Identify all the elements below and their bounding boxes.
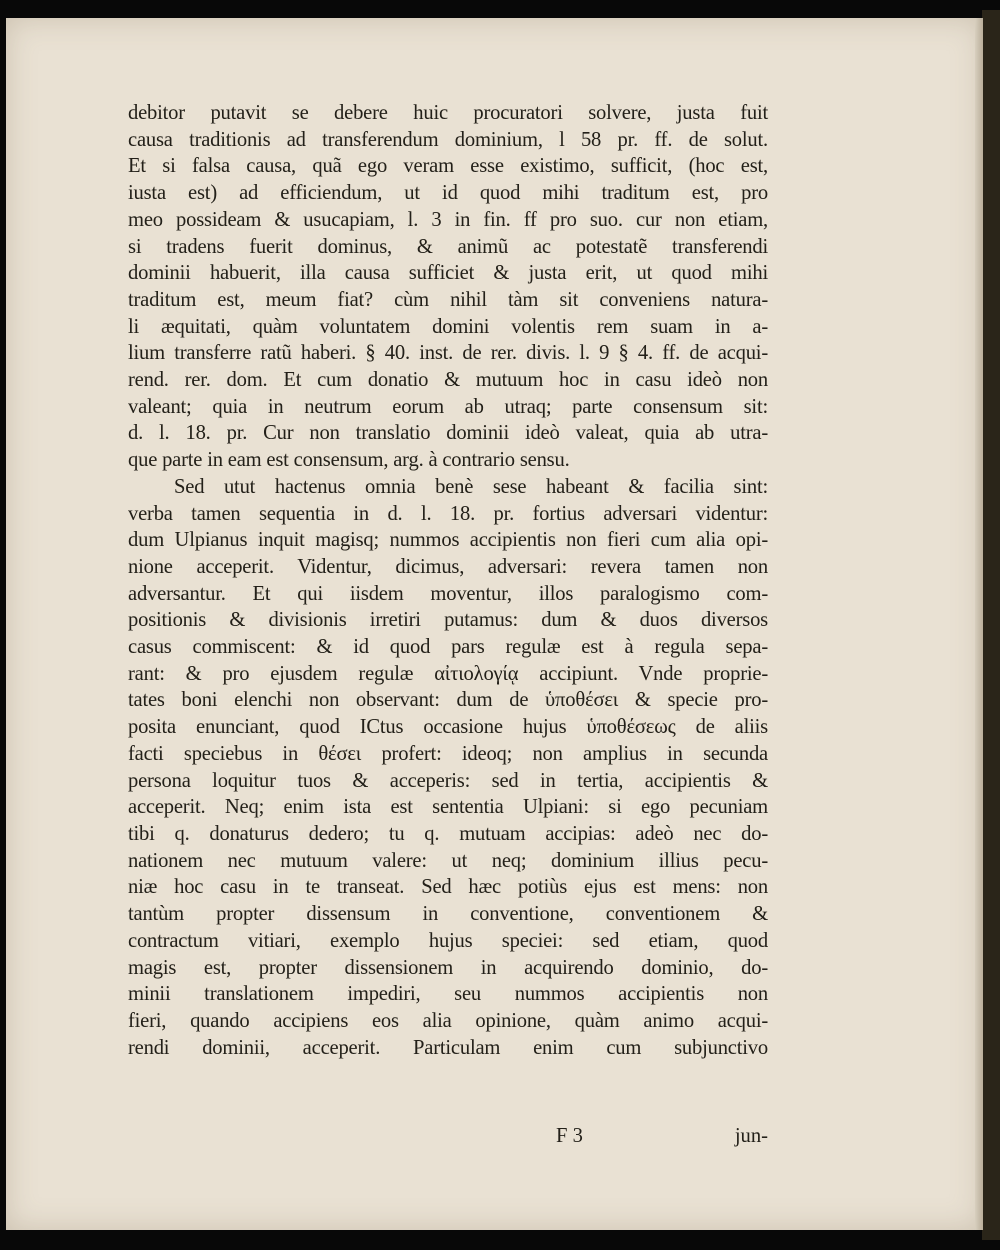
text-line: facti speciebus in θέσει profert: ideoq; non amplius in secunda [128,742,768,765]
text-line: rend. rer. dom. Et cum donatio & mutuum hoc in casu ideò non [128,369,768,392]
text-line: dum Ulpianus inquit magisq; nummos accipientis non fieri cum alia opi- [128,529,768,552]
text-line: magis est, propter dissensionem in acquirendo dominio, do- [128,956,768,979]
text-line: lium transferre ratũ haberi. § 40. inst. de rer. divis. l. 9 § 4. ff. de acqui- [128,342,768,365]
text-line: fieri, quando accipiens eos alia opinione, quàm animo acqui- [128,1009,768,1032]
text-line: minii translationem impediri, seu nummos accipientis non [128,983,768,1006]
text-line: valeant; quia in neutrum eorum ab utraq; parte consensum sit: [128,395,768,418]
text-line: traditum est, meum fiat? cùm nihil tàm sit conveniens natura- [128,288,768,311]
signature-mark: F 3 [556,1125,583,1147]
text-line: verba tamen sequentia in d. l. 18. pr. fortius adversari videntur: [128,502,768,525]
text-line: meo possideam & usucapiam, l. 3 in fin. ff pro suo. cur non etiam, [128,208,768,231]
text-line: nione acceperit. Videntur, dicimus, adversari: revera tamen non [128,555,768,578]
text-line: Sed utut hactenus omnia benè sese habeant & facilia sint: [174,475,768,498]
text-line: acceperit. Neq; enim ista est sententia Ulpiani: si ego pecuniam [128,796,768,819]
text-line: li æquitati, quàm voluntatem domini volentis rem suam in a- [128,315,768,338]
text-line: si tradens fuerit dominus, & animũ ac potestatẽ transferendi [128,235,768,258]
text-line: positionis & divisionis irretiri putamus: dum & duos diversos [128,609,768,632]
text-line: d. l. 18. pr. Cur non translatio dominii ideò valeat, quia ab utra- [128,422,768,445]
text-line: tibi q. donaturus dedero; tu q. mutuam accipias: adeò nec do- [128,822,768,845]
text-line: tantùm propter dissensum in conventione, conventionem & [128,903,768,926]
text-line: debitor putavit se debere huic procuratori solvere, justa fuit [128,102,768,124]
text-line: causa traditionis ad transferendum dominium, l 58 pr. ff. de solut. [128,128,768,151]
text-line: Et si falsa causa, quã ego veram esse existimo, sufficit, (hoc est, [128,155,768,178]
book-edge [982,10,1000,1240]
body-text [128,100,768,1061]
text-line: iusta est) ad efficiendum, ut id quod mihi traditum est, pro [128,182,768,205]
page-footer [128,1125,768,1155]
text-line: persona loquitur tuos & acceperis: sed in tertia, accipientis & [128,769,768,792]
text-line: adversantur. Et qui iisdem moventur, illos paralogismo com- [128,582,768,605]
text-line: posita enunciant, quod ICtus occasione hujus ὑποθέσεως de aliis [128,716,768,739]
text-line: casus commiscent: & id quod pars regulæ est à regula sepa- [128,636,768,659]
text-line: rendi dominii, acceperit. Particulam enim cum subjunctivo [128,1036,768,1059]
text-line: rant: & pro ejusdem regulæ αἰτιολογίᾳ accipiunt. Vnde proprie- [128,662,768,685]
text-line: nationem nec mutuum valere: ut neq; dominium illius pecu- [128,849,768,872]
text-line: dominii habuerit, illa causa sufficiet & justa erit, ut quod mihi [128,262,768,285]
text-line: niæ hoc casu in te transeat. Sed hæc potiùs ejus est mens: non [128,876,768,899]
text-line: tates boni elenchi non observant: dum de ὑποθέσει & specie pro- [128,689,768,712]
catchword: jun- [734,1125,768,1147]
text-line: contractum vitiari, exemplo hujus speciei: sed etiam, quod [128,929,768,952]
page-edge-shadow [975,18,983,1230]
text-line: que parte in eam est consensum, arg. à contrario sensu. [128,449,570,472]
